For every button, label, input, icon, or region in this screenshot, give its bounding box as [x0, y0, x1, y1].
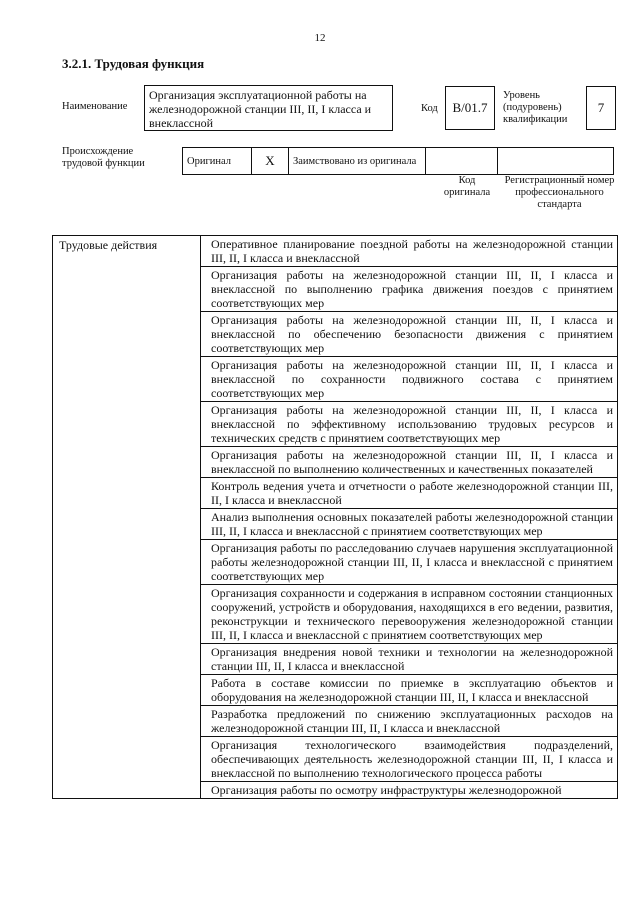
- name-value: Организация эксплуатационной работы на железнодорожной станции III, II, I класса и внеклассной: [149, 88, 372, 130]
- level-label: Уровень (подуровень) квалификации: [503, 90, 568, 125]
- level-value: 7: [597, 100, 605, 115]
- work-action-item: Организация работы на железнодорожной станции III, II, I класса и внеклассной по выполнению количественных и качественных показателей: [201, 447, 617, 478]
- work-action-item: Организация сохранности и содержания в исправном состоянии станционных сооружений, устройств и оборудования, находящихся в его ведении, развития, реконструкции и технического перевооружения железнодорожной станции III, II, I класса и внеклассной с принятием соответствующих мер: [201, 585, 617, 644]
- original-mark-cell: [252, 148, 289, 175]
- work-action-item: Организация работы по осмотру инфраструктуры железнодорожной: [211, 783, 562, 797]
- work-action-item: Организация работы на железнодорожной станции III, II, I класса и внеклассной по эффективному использованию трудовых ресурсов и технических средств с принятием соответствующих мер: [201, 402, 617, 447]
- code-value: В/01.7: [452, 100, 488, 115]
- page-number: 12: [314, 32, 326, 44]
- level-value-box: [586, 86, 616, 130]
- work-action-item: Разработка предложений по снижению эксплуатационных расходов на железнодорожной станции III, II, I класса и внеклассной: [201, 706, 617, 737]
- work-action-item: Оперативное планирование поездной работы на железнодорожной станции III, II, I класса и внеклассной: [201, 236, 617, 267]
- original-label: Оригинал: [187, 155, 231, 167]
- work-action-item: Организация технологического взаимодействия подразделений, обеспечивающих деятельность железнодорожной станции III, II, I класса и внеклассной по выполнению технологического процесса работы: [201, 737, 617, 782]
- work-action-item: Анализ выполнения основных показателей работы железнодорожной станции III, II, I класса и внеклассной с принятием соответствующих мер: [201, 509, 617, 540]
- origin-table: [182, 147, 614, 175]
- work-action-item: Организация внедрения новой техники и технологии на железнодорожной станции III, II, I класса и внеклассной: [201, 644, 617, 675]
- original-mark: X: [265, 153, 275, 168]
- borrowed-label: Заимствовано из оригинала: [293, 155, 417, 167]
- work-actions-label: Трудовые действия: [59, 238, 158, 252]
- work-action-item: Контроль ведения учета и отчетности о работе железнодорожной станции III, II, I класса и внеклассной: [201, 478, 617, 509]
- code-original-caption: Код оригинала: [443, 175, 491, 198]
- work-action-item: Организация работы по расследованию случаев нарушения эксплуатационной работы железнодорожной станции III, II, I класса и внеклассной с принятием соответствующих мер: [201, 540, 617, 585]
- name-label: Наименование: [62, 101, 128, 112]
- original-label-cell: [183, 148, 252, 175]
- code-original-cell: [426, 148, 498, 175]
- work-actions-label-cell: [53, 236, 201, 799]
- borrowed-label-cell: [289, 148, 426, 175]
- work-action-item: Организация работы на железнодорожной станции III, II, I класса и внеклассной по обеспечению безопасности движения с принятием соответствующих мер: [201, 312, 617, 357]
- code-value-box: [445, 86, 495, 130]
- reg-number-cell: [498, 148, 614, 175]
- work-actions-table: [52, 235, 618, 799]
- code-label: Код: [421, 103, 438, 114]
- section-title: 3.2.1. Трудовая функция: [62, 56, 205, 71]
- origin-label: Происхождение трудовой функции: [62, 146, 145, 169]
- work-action-item: Организация работы на железнодорожной станции III, II, I класса и внеклассной по сохранности подвижного состава с принятием соответствующих мер: [201, 357, 617, 402]
- work-action-item: Организация работы на железнодорожной станции III, II, I класса и внеклассной по выполнению графика движения поездов с принятием соответствующих мер: [201, 267, 617, 312]
- work-actions-list: [201, 236, 618, 799]
- reg-number-caption: Регистрационный номер профессионального стандарта: [504, 175, 615, 210]
- name-value-box: [144, 85, 393, 131]
- work-action-item: Работа в составе комиссии по приемке в эксплуатацию объектов и оборудования на железнодорожной станции III, II, I класса и внеклассной: [201, 675, 617, 706]
